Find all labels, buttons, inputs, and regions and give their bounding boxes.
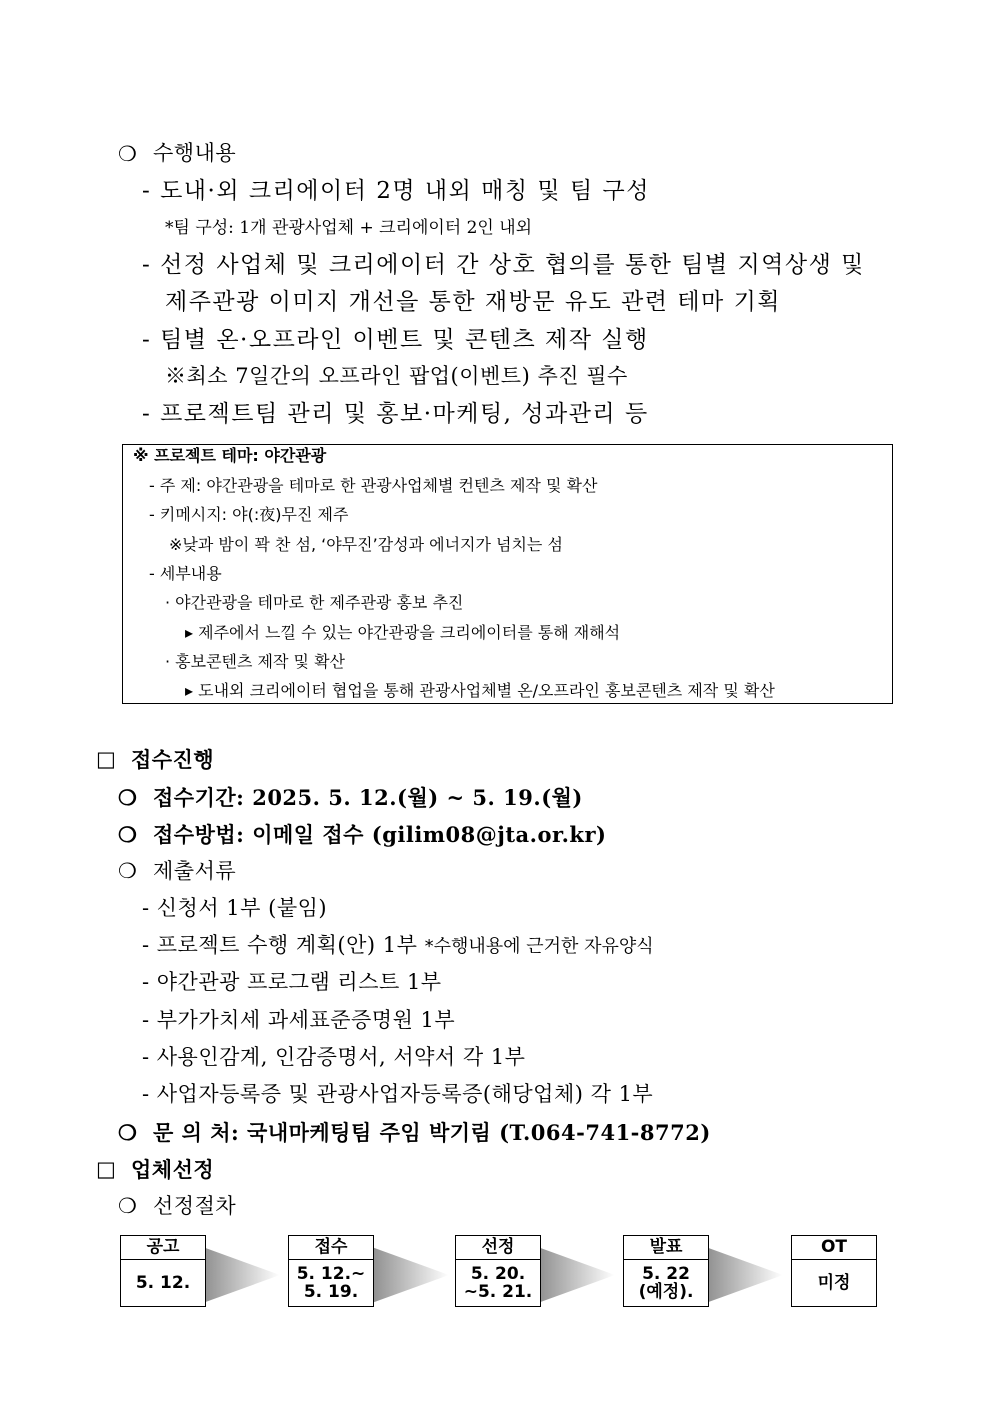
step-label: OT (791, 1235, 877, 1260)
doc-item: - 신청서 1부 (붙임) (142, 896, 328, 920)
step-label: 발표 (623, 1235, 709, 1260)
bullet-circle-icon: ❍ (118, 142, 138, 166)
procedure-heading: 선정절차 (153, 1194, 237, 1218)
step-date-text: 5. 12.~ 5. 19. (296, 1264, 366, 1302)
step-date (623, 1259, 709, 1307)
step-label: 접수 (288, 1235, 374, 1260)
step-date (120, 1259, 206, 1307)
step-date (455, 1259, 541, 1307)
arrow-right-icon (535, 1246, 615, 1304)
contact-info: 문 의 처: 국내마케팅팀 주임 박기림 (T.064-741-8772) (153, 1120, 711, 1145)
theme-detail-1: · 야간관광을 테마로 한 제주관광 홍보 추진 (165, 593, 464, 612)
work-note-3: ※최소 7일간의 오프라인 팝업(이벤트) 추진 필수 (165, 364, 628, 388)
bullet-circle-icon: ❍ (118, 1194, 138, 1218)
theme-details-label: - 세부내용 (149, 564, 222, 583)
doc-item: - 사용인감계, 인감증명서, 서약서 각 1부 (142, 1045, 526, 1069)
bullet-circle-icon: ❍ (118, 785, 138, 810)
section-heading-work: 수행내용 (153, 141, 237, 165)
work-item-3: - 팀별 온·오프라인 이벤트 및 콘텐츠 제작 실행 (142, 327, 649, 353)
theme-subject: - 주 제: 야간관광을 테마로 한 관광사업체별 컨텐츠 제작 및 확산 (149, 476, 598, 495)
work-item-1: - 도내·외 크리에이터 2명 내외 매칭 및 팀 구성 (142, 178, 650, 204)
doc-item-with-note (142, 935, 654, 956)
step-date-text: 5. 12. (135, 1273, 191, 1293)
doc-item: - 부가가치세 과세표준증명원 1부 (142, 1008, 456, 1032)
theme-detail-2-sub: ▸ 도내외 크리에이터 협업을 통해 관광사업체별 온/오프라인 홍보콘텐츠 제작 및 확산 (185, 681, 775, 700)
work-item-2a: - 선정 사업체 및 크리에이터 간 상호 협의를 통한 팀별 지역상생 및 (142, 252, 865, 278)
work-note-1: *팀 구성: 1개 관광사업체 + 크리에이터 2인 내외 (165, 218, 533, 238)
application-period: 접수기간: 2025. 5. 12.(월) ~ 5. 19.(월) (153, 785, 583, 810)
step-date (791, 1259, 877, 1307)
doc-item: - 사업자등록증 및 관광사업자등록증(해당업체) 각 1부 (142, 1082, 654, 1106)
arrow-right-icon (703, 1246, 783, 1304)
step-label: 공고 (120, 1235, 206, 1260)
bullet-circle-icon: ❍ (118, 859, 138, 883)
docs-heading: 제출서류 (153, 859, 237, 883)
work-item-2b: 제주관광 이미지 개선을 통한 재방문 유도 관련 테마 기획 (165, 289, 782, 315)
doc-item: - 프로젝트 수행 계획(안) 1부 (142, 933, 425, 957)
theme-keymessage: - 키메시지: 야(:夜)무진 제주 (149, 505, 349, 524)
arrow-right-icon (200, 1246, 280, 1304)
doc-item: - 야간관광 프로그램 리스트 1부 (142, 970, 442, 994)
theme-detail-1-sub: ▸ 제주에서 느낄 수 있는 야간관광을 크리에이터를 통해 재해석 (185, 623, 621, 642)
step-label: 선정 (455, 1235, 541, 1260)
step-date (288, 1259, 374, 1307)
section-title-application: 접수진행 (131, 747, 215, 772)
step-date-text: 5. 20. ~5. 21. (463, 1264, 533, 1302)
square-bullet-icon: □ (96, 1157, 117, 1181)
bullet-circle-icon: ❍ (118, 822, 138, 847)
theme-title: ※ 프로젝트 테마: 야간관광 (133, 446, 327, 465)
step-date-text: 미정 (817, 1273, 851, 1293)
theme-box (122, 444, 893, 704)
theme-detail-2: · 홍보콘텐츠 제작 및 확산 (165, 652, 345, 671)
work-item-4: - 프로젝트팀 관리 및 홍보·마케팅, 성과관리 등 (142, 401, 649, 427)
doc-note: *수행내용에 근거한 자유양식 (424, 936, 654, 957)
arrow-right-icon (369, 1246, 449, 1304)
application-method: 접수방법: 이메일 접수 (gilim08@jta.or.kr) (153, 822, 607, 847)
bullet-circle-icon: ❍ (118, 1120, 138, 1145)
theme-keynote: ※낮과 밤이 꽉 찬 섬, ‘야무진’감성과 에너지가 넘치는 섬 (169, 535, 563, 554)
section-title-selection: 업체선정 (131, 1157, 215, 1182)
square-bullet-icon: □ (96, 747, 117, 771)
step-date-text: 5. 22 (예정). (638, 1264, 694, 1302)
